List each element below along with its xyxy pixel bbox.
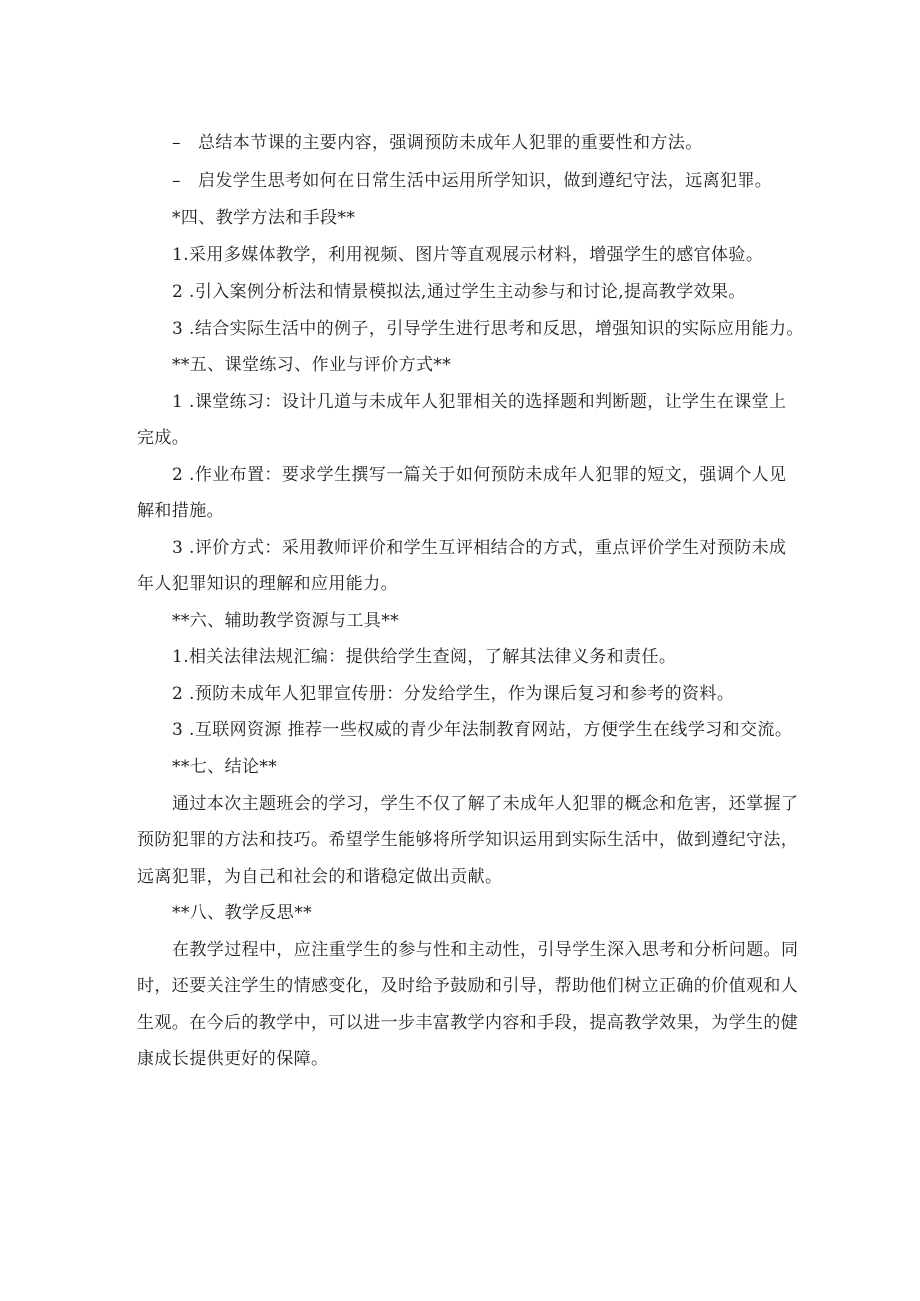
section-heading-resources: **六、辅助教学资源与工具** (172, 611, 399, 631)
section6-item-1: 1.相关法律法规汇编：提供给学生查阅，了解其法律义务和责任。 (172, 647, 677, 667)
section4-item-2: 2 .引入案例分析法和情景模拟法,通过学生主动参与和讨论,提高教学效果。 (172, 282, 746, 302)
section-heading-conclusion: **七、结论** (172, 757, 278, 777)
reflection-line-4: 康成长提供更好的保障。 (137, 1049, 329, 1069)
conclusion-line-2: 预防犯罪的方法和技巧。希望学生能够将所学知识运用到实际生活中，做到遵纪守法， (137, 830, 799, 850)
section5-item-2-line-1: 2 .作业布置：要求学生撰写一篇关于如何预防未成年人犯罪的短文，强调个人见 (172, 465, 787, 485)
section-heading-reflection: **八、教学反思** (172, 903, 312, 923)
section5-item-3-line-2: 年人犯罪知识的理解和应用能力。 (137, 574, 398, 594)
section-heading-exercises: **五、课堂练习、作业与评价方式** (172, 355, 452, 375)
reflection-line-1: 在教学过程中，应注重学生的参与性和主动性，引导学生深入思考和分析问题。同 (172, 940, 799, 960)
reflection-line-3: 生观。在今后的教学中，可以进一步丰富教学内容和手段，提高教学效果，为学生的健 (137, 1013, 799, 1033)
summary-item-1-text: 总结本节课的主要内容，强调预防未成年人犯罪的重要性和方法。 (198, 133, 703, 153)
conclusion-line-3: 远离犯罪，为自己和社会的和谐稳定做出贡献。 (137, 867, 503, 887)
summary-item-1 (172, 132, 703, 154)
section4-item-1: 1.采用多媒体教学，利用视频、图片等直观展示材料，增强学生的感官体验。 (172, 245, 764, 265)
section5-item-3-line-1: 3 .评价方式：采用教师评价和学生互评相结合的方式，重点评价学生对预防未成 (172, 538, 787, 558)
section-heading-teaching-methods: *四、教学方法和手段** (172, 208, 356, 228)
section5-item-2-line-2: 解和措施。 (137, 501, 224, 521)
section6-item-2: 2 .预防未成年人犯罪宣传册：分发给学生，作为课后复习和参考的资料。 (172, 684, 735, 704)
reflection-line-2: 时，还要关注学生的情感变化，及时给予鼓励和引导，帮助他们树立正确的价值观和人 (137, 976, 799, 996)
summary-item-2 (172, 170, 772, 192)
conclusion-line-1: 通过本次主题班会的学习，学生不仅了解了未成年人犯罪的概念和危害，还掌握了 (172, 794, 799, 814)
dash-bullet: – (172, 133, 181, 153)
section4-item-3: 3 .结合实际生活中的例子，引导学生进行思考和反思，增强知识的实际应用能力。 (172, 319, 804, 339)
section6-item-3: 3 .互联网资源 推荐一些权威的青少年法制教育网站，方便学生在线学习和交流。 (172, 720, 793, 740)
section5-item-1-line-1: 1 .课堂练习：设计几道与未成年人犯罪相关的选择题和判断题，让学生在课堂上 (172, 392, 787, 412)
section5-item-1-line-2: 完成。 (137, 428, 190, 448)
dash-bullet: – (172, 171, 181, 191)
summary-item-2-text: 启发学生思考如何在日常生活中运用所学知识，做到遵纪守法，远离犯罪。 (198, 171, 773, 191)
